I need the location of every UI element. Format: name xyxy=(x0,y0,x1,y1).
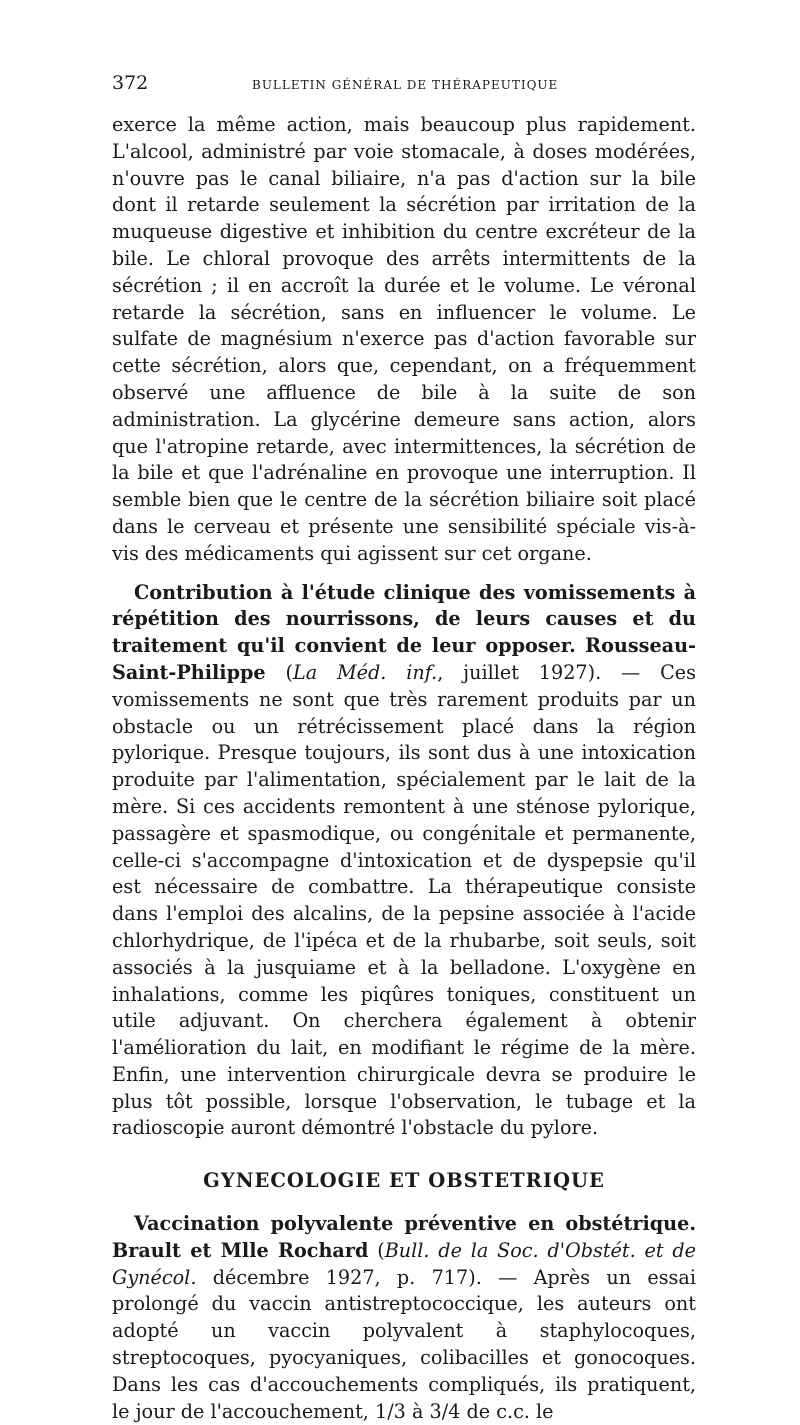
article-source-journal: La Méd. inf. xyxy=(292,660,438,684)
paragraph-vomissements xyxy=(112,580,696,1143)
article-title-vaccination: Vaccination polyvalente préventive en obstétrique. xyxy=(134,1212,696,1236)
article-source-journal: Bull. de la Soc. d'Obstét. et de Gynécol. xyxy=(112,1238,696,1289)
source-open: ( xyxy=(285,660,293,684)
article-title-vomissements: Contribution à l'étude clinique des vomissements à répétition des nourrissons, de leurs causes et du traitement qu'il convient de leur opposer. xyxy=(112,580,696,658)
article-body-vaccination: Après un essai prolongé du vaccin antistreptococcique, les auteurs ont adopté un vaccin polyvalent à staphylocoques, streptocoques, pyocyaniques, colibacilles et gonocoques. Dans les cas d'accouchements compliqués, ils pratiquent, le jour de l'accouchement, 1/3 à 3/4 de c.c. le xyxy=(112,1265,696,1423)
paragraph-bile-secretion: exerce la même action, mais beaucoup plus rapidement. L'alcool, administré par voie stomacale, à doses modérées, n'ouvre pas le canal biliaire, n'a pas d'action sur la bile dont il retarde seulement la sécrétion par irritation de la muqueuse digestive et inhibition du centre excréteur de la bile. Le chloral provoque des arrêts intermittents de la sécrétion ; il en accroît la durée et le volume. Le véronal retarde la sécrétion, sans en influencer le volume. Le sulfate de magnésium n'exerce pas d'action favorable sur cette sécrétion, alors que, cependant, on a fréquemment observé une affluence de bile à la suite de son administration. La glycérine demeure sans action, alors que l'atropine retarde, avec intermittences, la sécrétion de la bile et que l'adrénaline en provoque une interruption. Il semble bien que le centre de la sécrétion biliaire soit placé dans le cerveau et présente une sensibilité spéciale vis-à-vis des médicaments qui agissent sur cet organe. xyxy=(112,113,696,565)
paragraph-vaccination xyxy=(112,1211,696,1425)
article-source-date: , juillet 1927). — xyxy=(437,660,641,684)
article-body-vomissements: Ces vomissements ne sont que très rarement produits par un obstacle ou un rétrécissement placé dans la région pylorique. Presque toujours, ils sont dus à une intoxication produite par l'alimentation, spécialement par le lait de la mère. Si ces accidents remontent à une sténose pylorique, passagère et spasmodique, ou congénitale et permanente, celle-ci s'accompagne d'intoxication et de dyspepsie qu'il est nécessaire de combattre. La thérapeutique consiste dans l'emploi des alcalins, de la pepsine associée à l'acide chlorhydrique, de l'ipéca et de la rhubarbe, soit seuls, soit associés à la jusquiame et à la belladone. L'oxygène en inhalations, comme les piqûres toniques, constituent un utile adjuvant. On cherchera également à obtenir l'amélioration du lait, en modifiant le régime de la mère. Enfin, une intervention chirurgicale devra se produire le plus tôt possible, lorsque l'observation, le tubage et la radioscopie auront démontré l'obstacle du pylore. xyxy=(112,660,696,1140)
page-number: 372 xyxy=(112,72,149,94)
running-head xyxy=(112,72,696,112)
article-author-rousseau: Rousseau-Saint-Philippe xyxy=(112,634,697,684)
article-source-date: décembre 1927, p. 717). — xyxy=(212,1265,518,1289)
source-open: ( xyxy=(377,1238,385,1262)
article-author-brault: Brault et Mlle Rochard xyxy=(112,1238,369,1262)
section-title: GYNECOLOGIE ET OBSTETRIQUE xyxy=(203,1169,605,1193)
journal-title: BULLETIN GÉNÉRAL DE THÉRAPEUTIQUE xyxy=(252,78,559,92)
body-text xyxy=(112,112,696,1425)
